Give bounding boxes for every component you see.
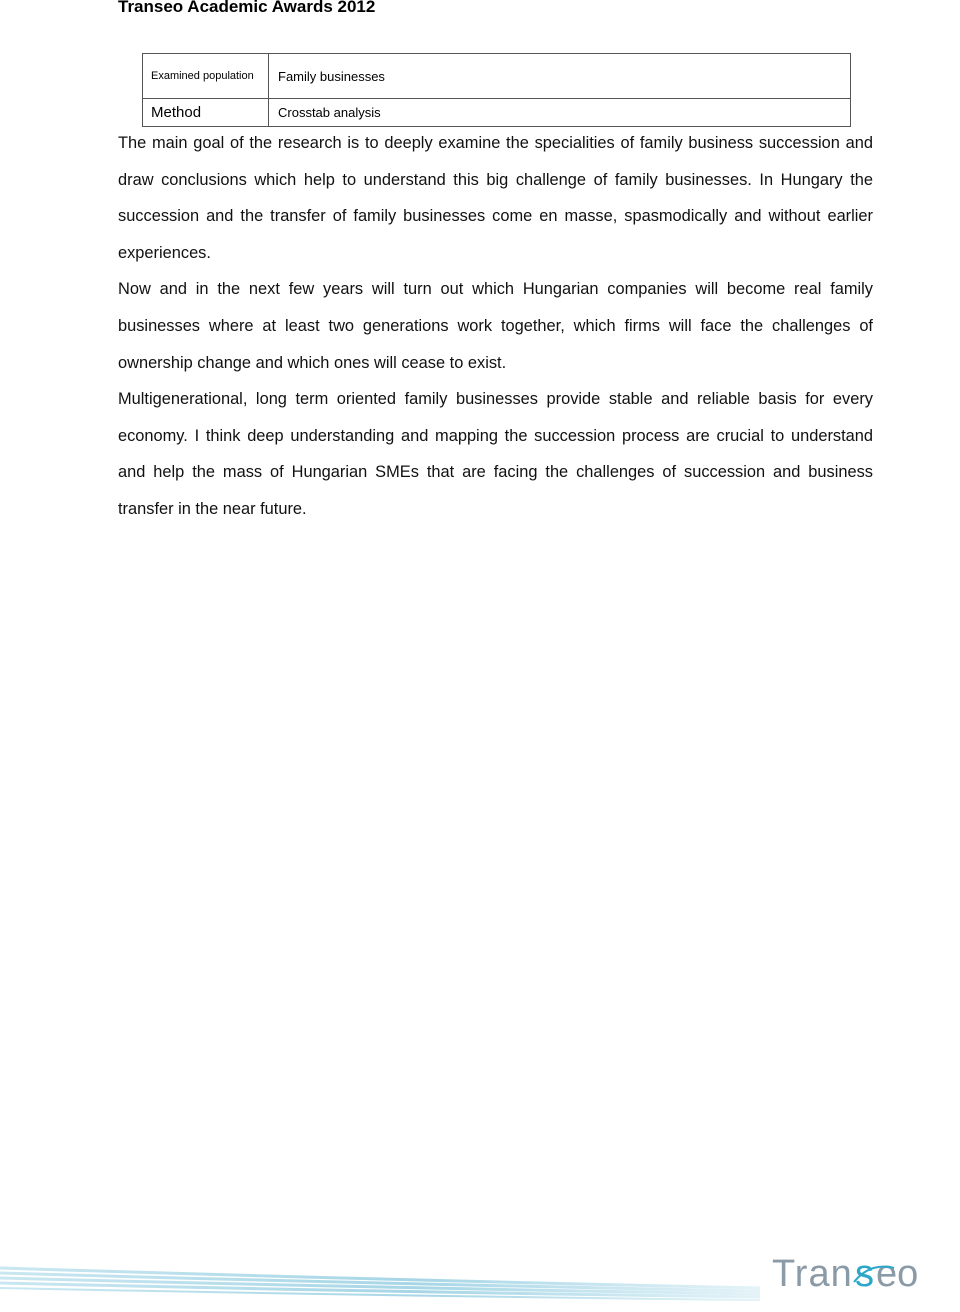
footer-stripes [0,1258,760,1302]
svg-text:eo: eo [876,1254,919,1295]
method-value: Crosstab analysis [269,99,851,127]
svg-text:s: s [855,1254,874,1295]
table-row [143,54,851,99]
paragraph-next-years: Now and in the next few years will turn out which Hungarian companies will become real family businesses where at least two generations work together, which firms will face the challenges of ownership change and which ones will cease to exist. [118,280,873,372]
page-header-title: Transeo Academic Awards 2012 [118,0,376,16]
examined-population-value: Family businesses [269,54,851,99]
paragraph-research-goal: The main goal of the research is to deeply examine the specialities of family business succession and draw conclusions which help to understand this big challenge of family businesses. In Hungary the succession and the transfer of family businesses come en masse, spasmodically and without earlier experiences. [118,134,873,262]
body-text [118,125,873,528]
method-label: Method [143,99,269,127]
info-table [142,53,851,127]
paragraph-multigenerational: Multigenerational, long term oriented family businesses provide stable and reliable basis for every economy. I think deep understanding and mapping the succession process are crucial to understand and help the mass of Hungarian SMEs that are facing the challenges of succession and business transfer in the near future. [118,390,873,518]
transeo-logo [770,1254,955,1298]
table-row [143,99,851,127]
svg-text:Tran: Tran [772,1254,853,1295]
examined-population-label: Examined population [143,54,269,99]
